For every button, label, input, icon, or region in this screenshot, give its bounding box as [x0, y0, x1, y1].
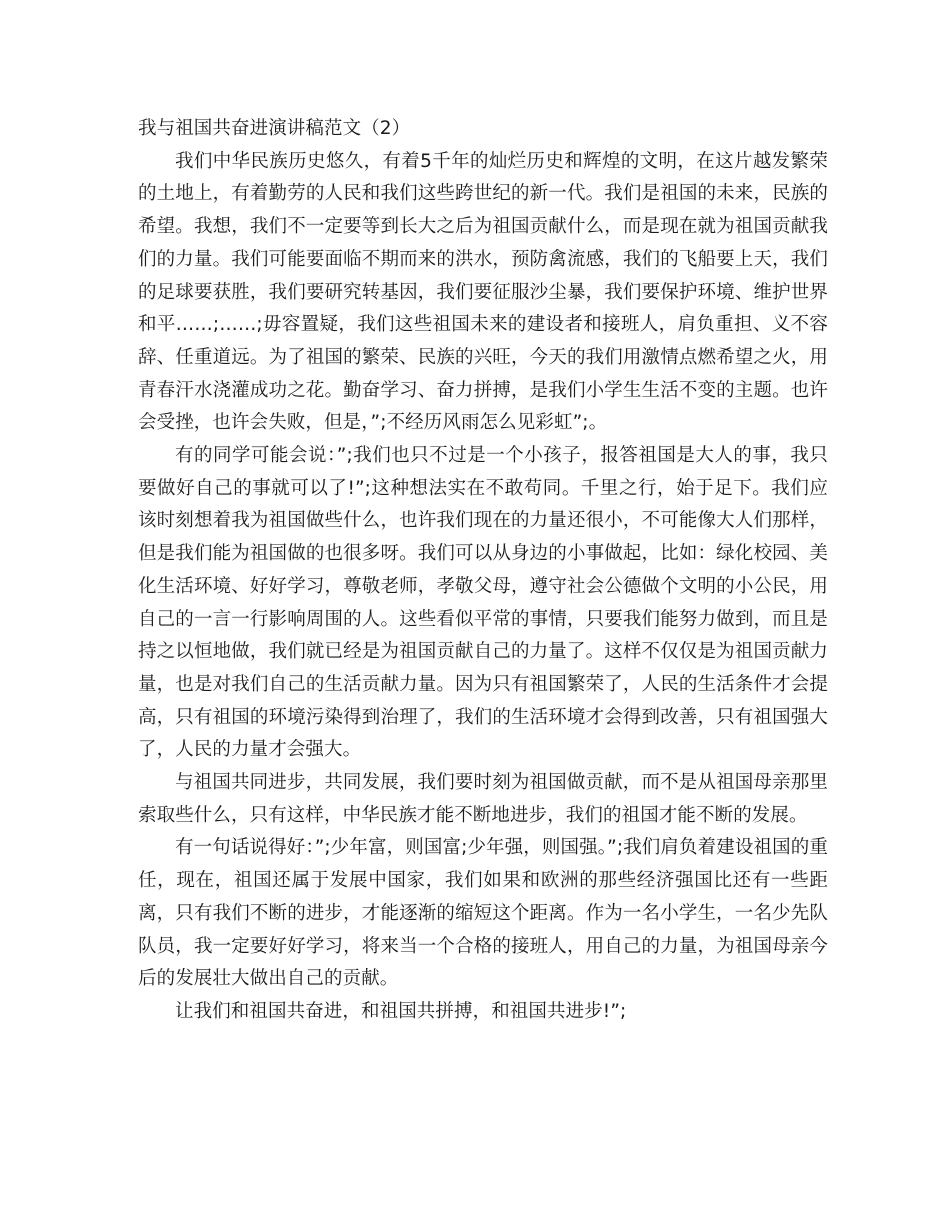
paragraph-2: 有的同学可能会说：”;我们也只不过是一个小孩子，报答祖国是大人的事，我只要做好自己的事就可以了!”;这种想法实在不敢苟同。千里之行，始于足下。我们应该时刻想着我为祖国做些什么，也许我们现在的力量还很小，不可能像大人们那样，但是我们能为祖国做的也很多呀。我们可以从身边的小事做起，比如：绿化校园、美化生活环境、好好学习，尊敬老师，孝敬父母，遵守社会公德做个文明的小公民，用自己的一言一行影响周围的人。这些看似平常的事情，只要我们能努力做到，而且是持之以恒地做，我们就已经是为祖国贡献自己的力量了。这样不仅仅是为祖国贡献力量，也是对我们自己的生活贡献力量。因为只有祖国繁荣了，人民的生活条件才会提高，只有祖国的环境污染得到治理了，我们的生活环境才会得到改善，只有祖国强大了，人民的力量才会强大。: [138, 445, 828, 761]
document-title: 我与祖国共奋进演讲稿范文（2）: [138, 118, 411, 139]
paragraph-5: 让我们和祖国共奋进，和祖国共拼搏，和祖国共进步!”;: [175, 1000, 627, 1022]
paragraph-1: 我们中华民族历史悠久，有着5千年的灿烂历史和辉煌的文明，在这片越发繁荣的土地上，有着勤劳的人民和我们这些跨世纪的新一代。我们是祖国的未来，民族的希望。我想，我们不一定要等到长大之后为祖国贡献什么，而是现在就为祖国贡献我们的力量。我们可能要面临不期而来的洪水，预防禽流感，我们的飞船要上天，我们的足球要获胜，我们要研究转基因，我们要征服沙尘暴，我们要保护环境、维护世界和平……;……;毋容置疑，我们这些祖国未来的建设者和接班人，肩负重担、义不容辞、任重道远。为了祖国的繁荣、民族的兴旺，今天的我们用激情点燃希望之火，用青春汗水浇灌成功之花。勤奋学习、奋力拼搏，是我们小学生生活不变的主题。也许会受挫，也许会失败，但是，”;不经历风雨怎么见彩虹”;。: [138, 150, 828, 434]
paragraph-4: 有一句话说得好：”;少年富，则国富;少年强，则国强。”;我们肩负着建设祖国的重任，现在，祖国还属于发展中国家，我们如果和欧洲的那些经济强国比还有一些距离，只有我们不断的进步，才能逐渐的缩短这个距离。作为一名小学生，一名少先队队员，我一定要好好学习，将来当一个合格的接班人，用自己的力量，为祖国母亲今后的发展壮大做出自己的贡献。: [138, 837, 828, 990]
paragraph-3: 与祖国共同进步，共同发展，我们要时刻为祖国做贡献，而不是从祖国母亲那里索取些什么，只有这样，中华民族才能不断地进步，我们的祖国才能不断的发展。: [138, 772, 828, 826]
document-body: [138, 113, 828, 1029]
